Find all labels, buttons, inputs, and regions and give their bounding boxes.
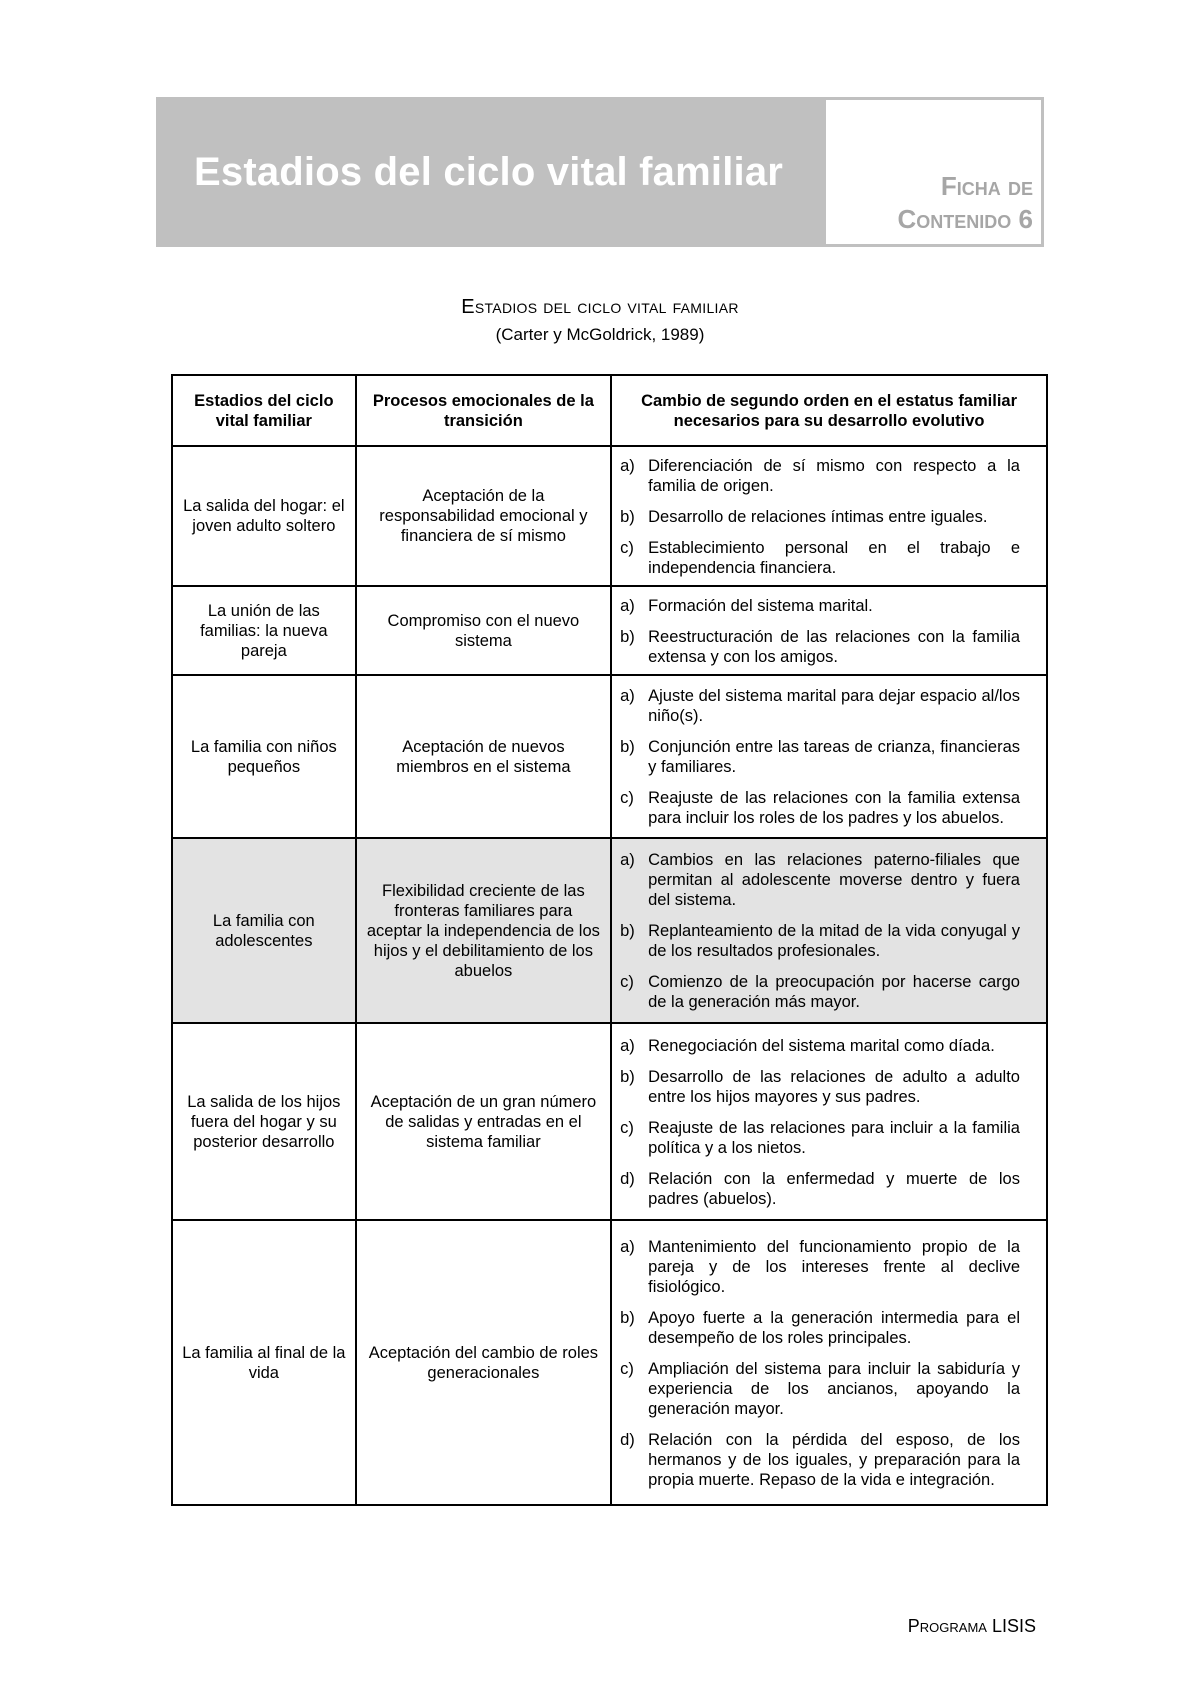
footer (908, 1616, 1036, 1637)
stage-cell: La familia con adolescentes (172, 838, 356, 1023)
table-row (172, 1220, 1047, 1505)
list-item (620, 1430, 1020, 1490)
item-label: a) (620, 1036, 635, 1055)
item-text: Reajuste de las relaciones para incluir a la familia política y a los nietos. (648, 1118, 1020, 1157)
ficha-box (826, 97, 1044, 247)
item-text: Formación del sistema marital. (648, 596, 873, 615)
list-item (620, 1067, 1020, 1107)
process-cell: Aceptación de un gran número de salidas y entradas en el sistema familiar (356, 1023, 611, 1220)
item-text: Apoyo fuerte a la generación intermedia para el desempeño de los roles principales. (648, 1308, 1020, 1347)
list-item (620, 596, 1020, 616)
item-text: Relación con la pérdida del esposo, de los hermanos y de los iguales, y preparación para la propia muerte. Repaso de la vida e integración. (648, 1430, 1020, 1489)
process-cell: Aceptación de nuevos miembros en el sistema (356, 675, 611, 838)
list-item (620, 1359, 1020, 1419)
item-text: Replanteamiento de la mitad de la vida conyugal y de los resultados profesionales. (648, 922, 1020, 960)
list-item (620, 788, 1020, 828)
list-item (620, 538, 1020, 578)
item-label: a) (620, 456, 635, 475)
item-text: Mantenimiento del funcionamiento propio de la pareja y de los intereses frente al declive fisiológico. (648, 1237, 1020, 1296)
item-text: Establecimiento personal en el trabajo e independencia financiera. (648, 538, 1020, 577)
stage-cell: La familia al final de la vida (172, 1220, 356, 1505)
list-item (620, 972, 1020, 1012)
list-item (620, 627, 1020, 667)
changes-cell (611, 1023, 1047, 1220)
process-cell: Flexibilidad creciente de las fronteras familiares para aceptar la independencia de los hijos y el debilitamiento de los abuelos (356, 838, 611, 1023)
item-text: Cambios en las relaciones paterno-filiales que permitan al adolescente moverse dentro y fuera del sistema. (648, 851, 1020, 909)
changes-cell (611, 838, 1047, 1023)
list-item (620, 456, 1020, 496)
ficha-number: Contenido 6 (897, 204, 1033, 234)
column-header-changes: Cambio de segundo orden en el estatus familiar necesarios para su desarrollo evolutivo (611, 375, 1047, 446)
process-cell: Aceptación de la responsabilidad emocional y financiera de sí mismo (356, 446, 611, 586)
item-label: a) (620, 596, 635, 615)
item-text: Comienzo de la preocupación por hacerse cargo de la generación más mayor. (648, 973, 1020, 1011)
item-text: Desarrollo de las relaciones de adulto a adulto entre los hijos mayores y sus padres. (648, 1067, 1020, 1106)
item-text: Ampliación del sistema para incluir la sabiduría y experiencia de los ancianos, apoyando la generación mayor. (648, 1359, 1020, 1418)
item-text: Reestructuración de las relaciones con la familia extensa y con los amigos. (648, 627, 1020, 666)
list-item (620, 1169, 1020, 1209)
item-text: Reajuste de las relaciones con la familia extensa para incluir los roles de los padres y los abuelos. (648, 789, 1020, 827)
table-row (172, 586, 1047, 675)
process-cell: Aceptación del cambio de roles generacionales (356, 1220, 611, 1505)
footer-program-name: LISIS (991, 1616, 1036, 1636)
changes-cell (611, 446, 1047, 586)
list-item (620, 921, 1020, 961)
item-label: d) (620, 1430, 635, 1449)
footer-program-label: Programa (907, 1616, 987, 1636)
item-label: a) (620, 687, 635, 705)
list-item (620, 737, 1020, 777)
item-label: b) (620, 627, 635, 646)
stages-table (171, 374, 1048, 1506)
ficha-label: Ficha de (940, 171, 1033, 201)
list-item (620, 1237, 1020, 1297)
item-text: Diferenciación de sí mismo con respecto a la familia de origen. (648, 456, 1020, 495)
list-item (620, 1036, 1020, 1056)
item-label: c) (620, 789, 634, 807)
item-label: c) (620, 973, 634, 991)
item-label: a) (620, 1237, 635, 1256)
item-label: a) (620, 851, 635, 869)
column-header-stage: Estadios del ciclo vital familiar (172, 375, 356, 446)
stage-cell: La salida de los hijos fuera del hogar y su posterior desarrollo (172, 1023, 356, 1220)
page-title: Estadios del ciclo vital familiar (194, 149, 784, 194)
item-label: c) (620, 1118, 634, 1137)
header-banner (156, 97, 1044, 247)
table-source: (Carter y McGoldrick, 1989) (495, 325, 705, 344)
table-title: Estadios del ciclo vital familiar (461, 296, 739, 318)
list-item (620, 850, 1020, 910)
list-item (620, 686, 1020, 726)
list-item (620, 1308, 1020, 1348)
item-text: Relación con la enfermedad y muerte de los padres (abuelos). (648, 1169, 1020, 1208)
changes-cell (611, 1220, 1047, 1505)
item-label: b) (620, 738, 635, 756)
list-item (620, 1118, 1020, 1158)
item-label: d) (620, 1169, 635, 1188)
table-header-row (172, 375, 1047, 446)
table-row (172, 838, 1047, 1023)
table-row (172, 675, 1047, 838)
item-label: c) (620, 538, 634, 557)
item-label: b) (620, 1308, 635, 1327)
item-text: Conjunción entre las tareas de crianza, financieras y familiares. (648, 738, 1020, 776)
item-label: b) (620, 507, 635, 526)
stage-cell: La unión de las familias: la nueva pareja (172, 586, 356, 675)
list-item (620, 507, 1020, 527)
item-label: b) (620, 922, 635, 940)
process-cell: Compromiso con el nuevo sistema (356, 586, 611, 675)
changes-cell (611, 586, 1047, 675)
table-row (172, 446, 1047, 586)
stage-cell: La salida del hogar: el joven adulto soltero (172, 446, 356, 586)
item-text: Desarrollo de relaciones íntimas entre iguales. (648, 507, 988, 526)
item-text: Renegociación del sistema marital como díada. (648, 1036, 995, 1055)
column-header-process: Procesos emocionales de la transición (356, 375, 611, 446)
table-row (172, 1023, 1047, 1220)
banner-title-area (156, 97, 826, 247)
item-text: Ajuste del sistema marital para dejar espacio al/los niño(s). (648, 687, 1020, 725)
item-label: c) (620, 1359, 634, 1378)
item-label: b) (620, 1067, 635, 1086)
stage-cell: La familia con niños pequeños (172, 675, 356, 838)
changes-cell (611, 675, 1047, 838)
